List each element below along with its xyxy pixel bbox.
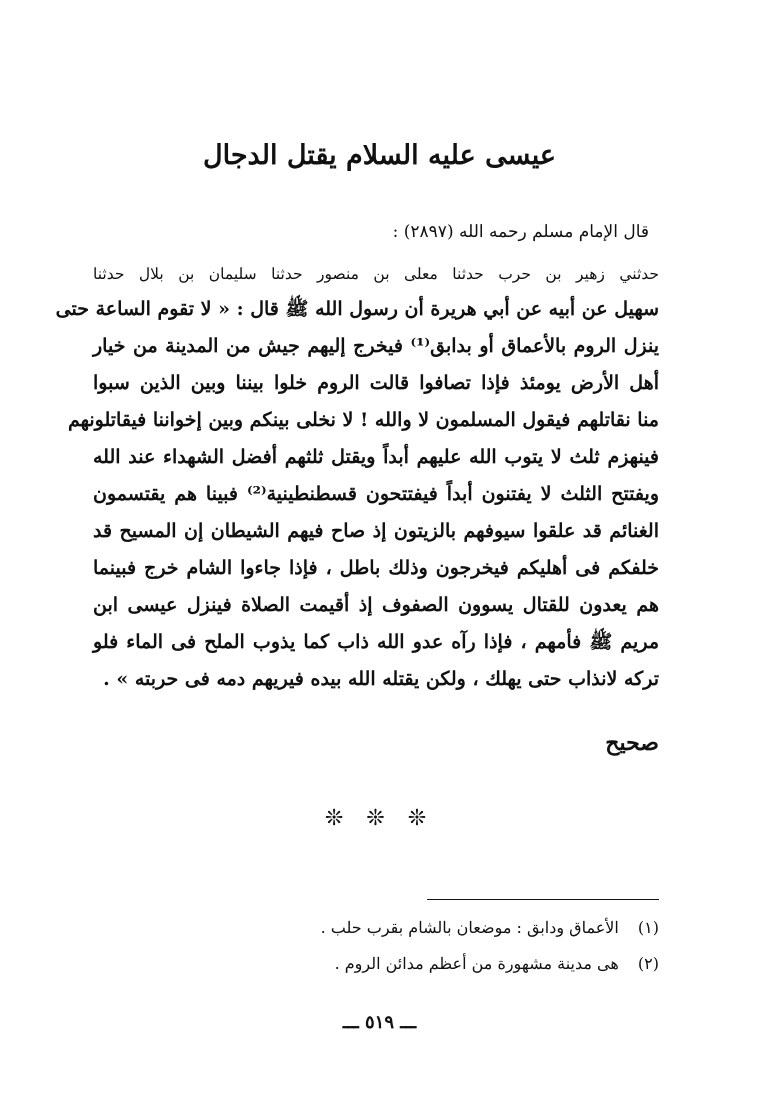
footnote-divider: [427, 899, 659, 900]
section-separator: ❊ ❊ ❊: [324, 806, 435, 831]
chapter-title: عيسى عليه السلام يقتل الدجال: [203, 140, 556, 171]
page-number: ـــ ٥١٩ ـــ: [342, 1012, 417, 1033]
hadith-line: فينهزم ثلث لا يتوب الله عليهم أبداً ويقتل ثلثهم أفضل الشهداء عند الله: [93, 446, 659, 468]
hadith-line: هم يعدون للقتال يسوون الصفوف إذ أقيمت الصلاة فينزل عيسى ابن: [93, 594, 659, 616]
footnote-item: [93, 910, 659, 946]
footnote-text: الأعماق ودابق : موضعان بالشام بقرب حلب .: [320, 918, 619, 937]
footnote-number: (٢): [637, 954, 659, 973]
hadith-text: [55, 258, 660, 698]
hadith-grade: صحيح: [605, 730, 659, 756]
hadith-line: ينزل الروم بالأعماق أو بدابق⁽¹⁾ فيخرج إليهم جيش من المدينة من خيار: [93, 335, 660, 357]
hadith-line: أهل الأرض يومئذ فإذا تصافوا قالت الروم خلوا بيننا وبين الذين سبوا: [93, 372, 659, 394]
footnote-number: (١): [637, 918, 659, 937]
hadith-line: تركه لانذاب حتى يهلك ، ولكن يقتله الله بيده فيريهم دمه فى حربته » .: [103, 668, 659, 690]
hadith-source-intro: قال الإمام مسلم رحمه الله (٢٨٩٧) :: [392, 222, 649, 242]
hadith-line: الغنائم قد علقوا سيوفهم بالزيتون إذ صاح فيهم الشيطان إن المسيح قد: [93, 520, 659, 542]
hadith-line: منا نقاتلهم فيقول المسلمون لا والله ! لا نخلى بينكم وبين إخواننا فيقاتلونهم: [67, 409, 659, 431]
footnote-text: هى مدينة مشهورة من أعظم مدائن الروم .: [334, 954, 619, 973]
hadith-line: حدثني زهير بن حرب حدثنا معلى بن منصور حدثنا سليمان بن بلال حدثنا: [93, 265, 659, 283]
hadith-line: سهيل عن أبيه عن أبي هريرة أن رسول الله ﷺ قال : « لا تقوم الساعة حتى: [55, 298, 659, 320]
hadith-line: مريم ﷺ فأمهم ، فإذا رآه عدو الله ذاب كما يذوب الملح فى الماء فلو: [93, 631, 659, 653]
hadith-line: ويفتتح الثلث لا يفتنون أبداً فيفتتحون قسطنطينية⁽²⁾ فبينا هم يقتسمون: [93, 483, 659, 505]
footnote-item: [93, 946, 659, 982]
hadith-line: خلفكم فى أهليكم فيخرجون وذلك باطل ، فإذا جاءوا الشام خرج فبينما: [93, 557, 659, 579]
footnotes: [93, 910, 659, 982]
